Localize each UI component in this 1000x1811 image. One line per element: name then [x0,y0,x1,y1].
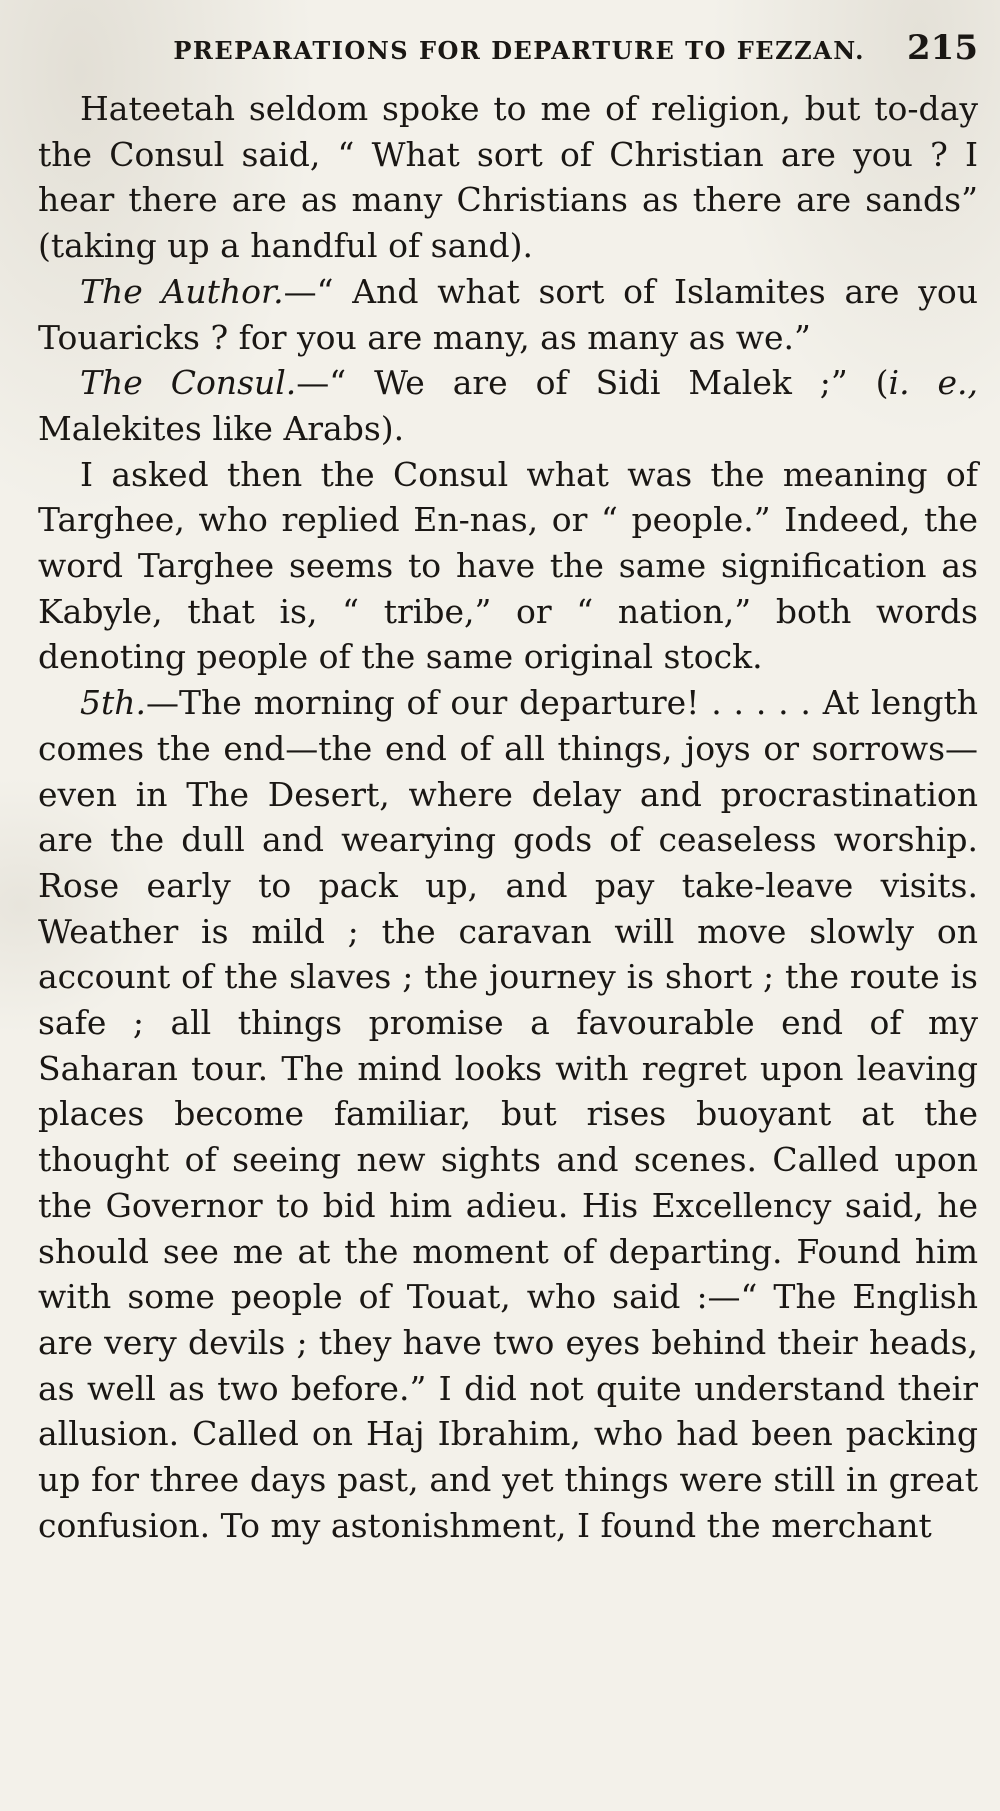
paragraph-author-dialogue [38,269,978,360]
paragraph-text: —“ We are of Sidi Malek ;” ( [296,363,889,403]
paragraph-text: I asked then the Consul what was the meaning of Targhee, who replied En-nas, or “ people.” Indeed, the word Targhee seems to have the same signification as Kabyle, that is, “ tribe,” or “ nation,” both words denoting people of the same original stock. [38,454,978,677]
paragraph-text: Hateetah seldom spoke to me of religion, but to-day the Consul said, “ What sort of Christian are you ? I hear there are as many Christians as there are sands” (taking up a handful of sand). [38,89,978,266]
abbreviation-ie: i. e., [888,363,978,403]
paragraph-consul-dialogue [38,360,978,451]
running-header [38,28,978,78]
paragraph-targhee [38,452,978,681]
paragraph-religion [38,86,978,269]
paragraph-departure [38,680,978,1548]
speaker-label: The Consul. [80,363,297,403]
paragraph-text: —The morning of our departure! . . . . . At length comes the end—the end of all things, joys or sorrows—even in The Desert, where delay and procrastination are the dull and wearying gods of ceaseless worship. Rose early to pack up, and pay take-leave visits. Weather is mild ; the caravan will move slowly on account of the slaves ; the journey is short ; the route is safe ; all things promise a favourable end of my Saharan tour. The mind looks with regret upon leaving places become familiar, but rises buoyant at the thought of seeing new sights and scenes. Called upon the Governor to bid him adieu. His Excellency said, he should see me at the moment of departing. Found him with some people of Touat, who said :—“ The English are very devils ; they have two eyes behind their heads, as well as two before.” I did not quite understand their allusion. Called on Haj Ibrahim, who had been packing up for three days past, and yet things were still in great confusion. To my astonishment, I found the merchant [38,683,978,1545]
running-title: PREPARATIONS FOR DEPARTURE TO FEZZAN. [173,36,866,65]
paragraph-text: Malekites like Arabs). [38,408,405,448]
body-text [38,86,978,1549]
speaker-label: The Author. [80,271,284,311]
date-label: 5th. [80,683,146,723]
page-number: 215 [907,28,978,68]
paragraph-text: —“ And what sort of Islamites are you Touaricks ? for you are many, as many as we.” [38,271,978,357]
